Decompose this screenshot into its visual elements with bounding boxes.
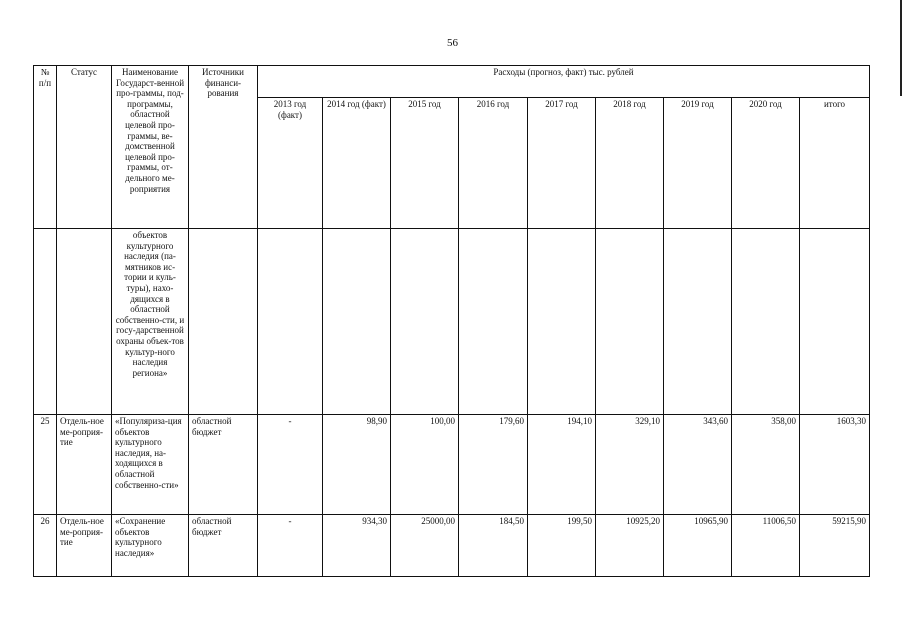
- header-expenses: Расходы (прогноз, факт) тыс. рублей: [258, 66, 870, 98]
- value-total: 59215,90: [800, 515, 870, 577]
- continuation-status: [57, 229, 112, 415]
- value-2014: 934,30: [323, 515, 391, 577]
- value-2019: 10965,90: [664, 515, 732, 577]
- value-2015: 100,00: [391, 415, 459, 515]
- header-row-1: [34, 66, 870, 98]
- continuation-num: [34, 229, 57, 415]
- row-name: «Популяриза-ция объектов культурного наследия, на-ходящихся в областной собственно-сти»: [112, 415, 189, 515]
- value-2013: -: [258, 515, 323, 577]
- header-source: Источники финанси-рования: [189, 66, 258, 229]
- continuation-cell: [800, 229, 870, 415]
- row-num: 26: [34, 515, 57, 577]
- continuation-name: объектов культурного наследия (па-мятников ис-тории и куль-туры), нахо-дящихся в областной собственно-сти, и госу-дарственной охраны объек-тов культур-ного наследия регионa»: [112, 229, 189, 415]
- row-status: Отдель-ное ме-роприя-тие: [57, 415, 112, 515]
- continuation-cell: [664, 229, 732, 415]
- value-2016: 179,60: [459, 415, 528, 515]
- row-name: «Сохранение объектов культурного наследия»: [112, 515, 189, 577]
- continuation-cell: [596, 229, 664, 415]
- value-total: 1603,30: [800, 415, 870, 515]
- row-source: областной бюджет: [189, 515, 258, 577]
- header-num: № п/п: [34, 66, 57, 229]
- header-year-2016: 2016 год: [459, 98, 528, 229]
- value-2017: 194,10: [528, 415, 596, 515]
- scan-edge-mark: [900, 0, 902, 96]
- table-row: [34, 415, 870, 515]
- value-2017: 199,50: [528, 515, 596, 577]
- budget-table: [33, 65, 870, 577]
- table-row: [34, 515, 870, 577]
- continuation-cell: [459, 229, 528, 415]
- header-year-2014: 2014 год (факт): [323, 98, 391, 229]
- header-status: Статус: [57, 66, 112, 229]
- continuation-cell: [732, 229, 800, 415]
- continuation-cell: [528, 229, 596, 415]
- continuation-source: [189, 229, 258, 415]
- header-name: Наименование Государст-венной про-граммы, под-программы, областной целевой про-граммы, ве-домственной целевой про-граммы, от-дельного ме-роприятия: [112, 66, 189, 229]
- value-2018: 10925,20: [596, 515, 664, 577]
- continuation-row: [34, 229, 870, 415]
- value-2013: -: [258, 415, 323, 515]
- value-2016: 184,50: [459, 515, 528, 577]
- header-year-2020: 2020 год: [732, 98, 800, 229]
- header-year-2018: 2018 год: [596, 98, 664, 229]
- row-status: Отдель-ное ме-роприя-тие: [57, 515, 112, 577]
- header-year-2013: 2013 год (факт): [258, 98, 323, 229]
- header-year-2019: 2019 год: [664, 98, 732, 229]
- page-number: 56: [447, 37, 458, 49]
- row-source: областной бюджет: [189, 415, 258, 515]
- continuation-cell: [391, 229, 459, 415]
- continuation-cell: [323, 229, 391, 415]
- value-2020: 11006,50: [732, 515, 800, 577]
- header-year-2015: 2015 год: [391, 98, 459, 229]
- continuation-cell: [258, 229, 323, 415]
- header-total: итого: [800, 98, 870, 229]
- value-2020: 358,00: [732, 415, 800, 515]
- value-2019: 343,60: [664, 415, 732, 515]
- value-2018: 329,10: [596, 415, 664, 515]
- value-2014: 98,90: [323, 415, 391, 515]
- row-num: 25: [34, 415, 57, 515]
- value-2015: 25000,00: [391, 515, 459, 577]
- header-year-2017: 2017 год: [528, 98, 596, 229]
